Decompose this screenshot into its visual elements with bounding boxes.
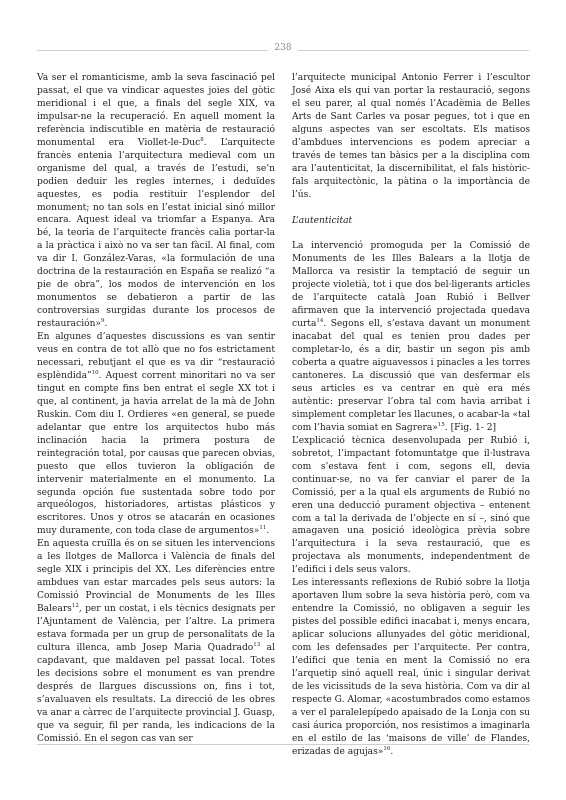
footnote-ref[interactable]: 16	[383, 745, 391, 752]
footer-rule	[37, 744, 529, 745]
footnote-ref[interactable]: 9	[101, 318, 105, 325]
paragraph: En algunes d’aquestes discussions es van sentir veus en contra de tot allò que no fos estrictament necessari, rebutjant el que es va dir “restauració esplèndida”$^{10}$. Aquest corrent minoritari no va ser tingut en compte fins ben entrat el segle XX tot i que, al continent, ja havia arrelat de la mà de John Ruskin. Com diu I. Ordieres «en general, se puede adelantar que entre los arquitectos hubo más inclinación hacia la primera postura de reintegración total, por causas que parecen obvias, puesto que ellos tuvieron la obligación de intervenir materialmente en el monumento. La segunda opción fue sustentada sobre todo por arqueólogos, historiadores, artistas plásticos y escritores. Unos y otros se atacarán en ocasiones muy duramente, con toda clase de argumentos»$^{11}$.	[37, 332, 275, 537]
footnote-ref[interactable]: 14	[316, 318, 324, 325]
page-number: 238	[268, 43, 298, 53]
section-heading: L’autenticitat	[292, 215, 353, 226]
footnote-ref[interactable]: 10	[91, 369, 99, 376]
paragraph: l’arquitecte municipal Antonio Ferrer i l’escultor José Aixa els qui van portar la restauració, segons el seu parer, al qual només l’Acadèmia de Belles Arts de Sant Carles va posar pegues, tot i que en alguns aspectes van ser escoltats. Els matisos d’ambdues intervencions es podem apreciar a través de temes tan bàsics per a la disciplina com ara l’autenticitat, la discernibilitat, el fals històric-fals arquitectònic, la pàtina o la importància de l’ús.	[292, 73, 530, 200]
footnote-ref[interactable]: 8	[200, 136, 204, 143]
footnote-ref[interactable]: 15	[437, 421, 445, 428]
paragraph: En aquesta cruïlla és on se situen les intervencions a les llotges de Mallorca i València de finals del segle XIX i principis del XX. Les diferències entre ambdues van estar marcades pels seus autors: la Comissió Provincial de Monuments de les Illes Balears$^{12}$, per un costat, i els tècnics designats per l’Ajuntament de València, per l’altre. La primera estava formada per un grup de personalitats de la cultura illenca, amb Josep Maria Quadrado$^{13}$ al capdavant, que maldaven pel passat local. Totes les decisions sobre el monument es van prendre després de llargues discussions on, fins i tot, s’avaluaven els resultats. La direcció de les obres va anar a càrrec de l’arquitecte provincial J. Guasp, que va seguir, fil per randa, les indicacions de la Comissió. En el segon cas van ser	[37, 539, 275, 744]
paragraph: Va ser el romanticisme, amb la seva fascinació pel passat, el que va vindicar aquestes joies del gòtic meridional i el que, a finals del segle XIX, va impulsar-ne la recuperació. En aquell moment la referència indiscutible en matèria de restauració monumental era Viollet-le-Duc$^8$. L’arquitecte francès entenia l’arquitectura medieval com un organisme del qual, a través de l’estudi, se’n podien deduir les regles internes, i deduïdes aquestes, es podia restituir l’esplendor del monument; no tan sols en l’estat inicial sinó millor encara. Aquest ideal va triomfar a Espanya. Ara bé, la teoria de l’arquitecte francès calia portar-la a la pràctica i això no va ser tan fàcil. Al final, com va dir I. González-Varas, «la formulación de una doctrina de la restauración en España se realizó “a pie de obra”, los modos de intervención en los monumentos se debatieron a partir de las controversias surgidas durante los procesos de restauración»$^9$.	[37, 73, 275, 330]
footnote-ref[interactable]: 12	[71, 603, 79, 610]
paragraph: La intervenció promoguda per la Comissió de Monuments de les Illes Balears a la llotja de Mallorca va resistir la temptació de seguir un projecte violetià, tot i que dos bel·ligerants articles de l’arquitecte català Joan Rubió i Bellver afirmaven que la intervenció projectada quedava curta$^{14}$. Segons ell, s’estava davant un monument inacabat del qual es tenien prou dades per completar-lo, és a dir, bastir un segon pis amb coberta a quatre aiguavessos i pinacles a les torres cantoneres. La discussió que van desfermar els seus articles es va centrar en què era més autèntic: preservar l’obra tal com havia arribat i simplement completar les llacunes, o acabar-la «tal com l’havia somiat en Sagrera»$^{15}$. [Fig. 1- 2]	[292, 241, 530, 433]
paragraph: L’explicació tècnica desenvolupada per Rubió i, sobretot, l’impactant fotomuntatge que il·lustrava com s’estava fent i com, segons ell, devia continuar-se, no va fer canviar el parer de la Comissió, per a la qual els arguments de Rubió no eren una deducció purament objectiva – entenent com a tal la derivada de l’objecte en sí –, sinó que amagaven una posició ideològica prèvia sobre l’arquitectura i la seva restauració, que es projectava als monuments, independentment de l’edifici i dels seus valors.	[292, 435, 530, 576]
right-column	[292, 72, 530, 759]
left-column	[37, 72, 275, 746]
footnote-ref[interactable]: 13	[253, 641, 261, 648]
footnote-ref[interactable]: 11	[259, 525, 267, 532]
paragraph: Les interessants reflexions de Rubió sobre la llotja aportaven llum sobre la seva història però, com va entendre la Comissió, no obligaven a seguir les pistes del possible edifici inacabat i, menys encara, aplicar solucions allunyades del gòtic meridional, com les defensades per l’arquitecte. Per contra, l’edifici que tenia en ment la Comissió no era l’arquetip sinó aquell real, únic i singular derivat de les vicissituds de la seva història. Com va dir al respecte G. Alomar, «acostumbrados como estamos a ver el paralelepípedo apaisado de la Lonja con su casi áurica proporción, nos resistimos a imaginarla en el estilo de las ‘maisons de ville’ de Flandes, erizadas de agujas»$^{16}$.	[292, 578, 530, 757]
